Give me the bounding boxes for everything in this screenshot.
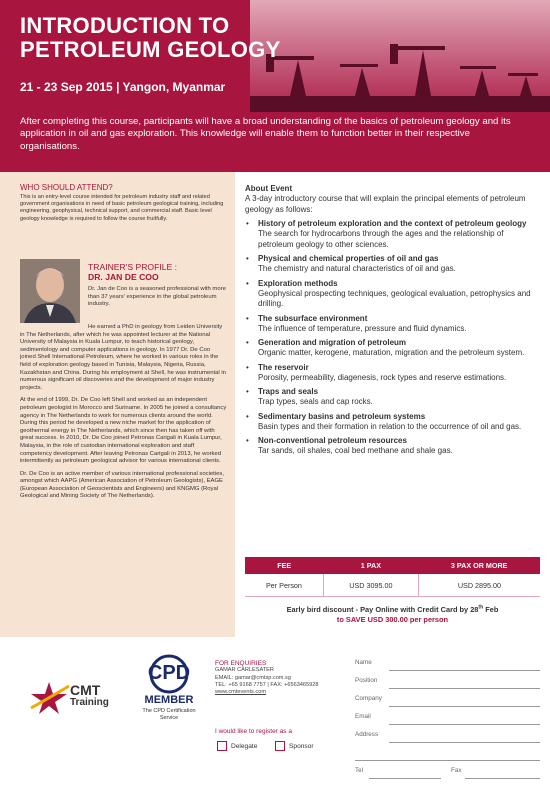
early-bird-sup: th xyxy=(478,605,484,611)
hero-banner xyxy=(0,0,550,172)
form-label: Name xyxy=(355,659,372,666)
delegate-label: Delegate xyxy=(231,742,258,750)
early-bird-text: Early bird discount - Pay Online with Credit Card by 28 xyxy=(286,605,479,615)
bio-paragraph: At the end of 1999, Dr. De Coo left Shell and worked as an independent petroleum geologist in Morocco and Suriname. In 2005 he joined a consultancy agency in The Netherlands to work for numerous clients around the world. During this period he developed a new niche market for the application of geothermal energy in The Netherlands, which since then has taken off with great success. In 2010, Dr. De Coo joined Petronas Carigali in Kuala Lumpur, Malaysia, in the role of custodian international exploration and staff competency development. After leaving Petronas Carigali in 2013, he worked intermittently as petroleum geological advisor for various international clients. xyxy=(20,397,227,465)
topic-desc: The search for hydrocarbons through the ages and the relationship of petroleum geology to other sciences. xyxy=(258,229,504,249)
topic-title: • The reservoir xyxy=(258,362,309,372)
who-heading: WHO SHOULD ATTEND? xyxy=(20,183,113,192)
address-field-2[interactable] xyxy=(355,760,540,761)
about-heading: About Event xyxy=(245,184,293,193)
topic-desc: The chemistry and natural characteristics of oil and gas. xyxy=(258,264,456,273)
topic-desc: Organic matter, kerogene, maturation, migration and the petroleum system. xyxy=(258,348,525,357)
topic-title: • The subsurface environment xyxy=(258,313,368,323)
topic-item xyxy=(245,436,537,457)
page-title: INTRODUCTION TO PETROLEUM GEOLOGY xyxy=(20,13,281,62)
form-label: Address xyxy=(355,731,379,738)
topic-desc: The influence of temperature, pressure and fluid dynamics. xyxy=(258,323,467,333)
topic-item xyxy=(245,254,537,275)
topic-title: • Physical and chemical properties of oil and gas xyxy=(258,254,439,263)
sponsor-checkbox[interactable] xyxy=(275,741,285,751)
fee-header: 1 PAX xyxy=(323,557,418,574)
enq-tel: TEL: +65 9168 7757 | FAX: +6563465928 xyxy=(215,681,319,688)
topic-desc: Basin types and their formation in relation to the occurrence of oil and gas. xyxy=(258,421,522,431)
topic-desc: Porosity, permeability, diagenesis, rock types and reserve estimations. xyxy=(258,372,507,382)
trainer-heading xyxy=(88,262,177,282)
about-intro: A 3-day introductory course that will explain the principal elements of petroleum geology as follows: xyxy=(245,194,526,214)
delegate-option[interactable] xyxy=(217,741,257,751)
fee-table xyxy=(245,557,540,597)
about-event xyxy=(245,184,537,461)
fee-header: 3 PAX OR MORE xyxy=(418,557,540,574)
fax-label: Fax xyxy=(451,767,462,774)
form-label: Email xyxy=(355,713,371,720)
sponsor-label: Sponsor xyxy=(289,742,314,750)
topic-desc: Trap types, seals and cap rocks. xyxy=(258,397,373,406)
registration-form xyxy=(355,659,540,785)
enquiries xyxy=(215,660,350,696)
form-label: Position xyxy=(355,677,378,684)
who-text: This is an entry-level course intended for petroleum industry staff and related government organisations in need of basic petroleum geological training, including engineering, geophysical, technical support, and commercial staff. Basic level geology knowledge is required to follow the course fruitfully. xyxy=(20,194,224,222)
trainer-bio-intro: Dr. Jan de Coo is a seasoned professional with more than 37 years' experience in the global petroleum industry. xyxy=(88,286,226,308)
topic-title: • History of petroleum exploration and the context of petroleum geology xyxy=(258,219,527,228)
topic-item xyxy=(245,412,537,433)
fee-cell: USD 2895.00 xyxy=(418,574,540,597)
fee-cell: USD 3095.00 xyxy=(323,574,418,597)
cpd-line1: The CPD Certification xyxy=(142,708,196,714)
trainer-photo xyxy=(20,259,80,323)
bio-paragraph: He earned a PhD in geology from Leiden University in The Netherlands, after which he was appointed lecturer at the National University of Malaysia in Kuala Lumpur, to teach historical geology, sedimentology and computer applications in geology. In 1977 Dr. De Coo joined Shell International Petroleum, where he worked in various roles in the field of exploration geology based in Tunisia, Malaysia, Nigeria, Russia, Kazakhstan and China. During his employment at Shell, he was instrumental in numerous significant oil discoveries and the development of major industry projects. xyxy=(20,324,226,391)
position-field[interactable] xyxy=(389,688,540,689)
fee-cell: Per Person xyxy=(245,574,323,597)
delegate-checkbox[interactable] xyxy=(217,741,227,751)
cpd-member: MEMBER xyxy=(144,694,194,706)
trainer-bio xyxy=(20,324,227,506)
trainer-name: DR. JAN DE COO xyxy=(88,272,159,282)
topic-title: • Sedimentary basins and petroleum systems xyxy=(258,411,426,421)
tel-label: Tel xyxy=(355,767,364,774)
cmt-name: CMT xyxy=(70,682,101,698)
topic-title: • Traps and seals xyxy=(258,387,319,396)
bio-paragraph: Dr. De Coo is an active member of various international professional societies, amongst which AAPG (American Association of Petroleum Geologists), EAGE (European Association of Geoscientists and Engineers) and KNGMG (Royal Geological and Mining Society of The Netherlands). xyxy=(20,470,224,500)
name-field[interactable] xyxy=(389,670,540,671)
topic-item xyxy=(245,387,537,408)
early-bird-note xyxy=(245,603,540,625)
save-amount: to SAVE USD 300.00 per person xyxy=(336,615,449,625)
topic-desc: Tar sands, oil shales, coal bed methane and shale gas. xyxy=(258,446,453,455)
fee-header: FEE xyxy=(245,557,323,574)
topic-item xyxy=(245,314,537,335)
topic-desc: Geophysical prospecting techniques, geological evaluation, petrophysics and drilling. xyxy=(258,288,531,308)
who-should-attend xyxy=(20,183,225,223)
enq-web-link[interactable]: www.cmtevents.com xyxy=(215,689,266,696)
event-date-location: 21 - 23 Sep 2015 | Yangon, Myanmar xyxy=(20,80,226,94)
topic-title: • Generation and migration of petroleum xyxy=(258,338,407,347)
address-field[interactable] xyxy=(389,742,540,743)
topic-item xyxy=(245,219,537,250)
cmt-wordmark xyxy=(70,683,109,708)
cpd-member-logo xyxy=(128,654,210,730)
enq-email[interactable]: EMAIL: gamar@cmtsp.com.sg xyxy=(215,674,291,681)
topic-item xyxy=(245,279,537,310)
enq-heading: FOR ENQUIRIES xyxy=(215,660,267,667)
topic-item xyxy=(245,363,537,384)
email-field[interactable] xyxy=(389,724,540,725)
cpd-line2: Service xyxy=(159,715,179,721)
tel-field[interactable] xyxy=(369,778,441,779)
company-field[interactable] xyxy=(389,706,540,707)
topic-item xyxy=(245,338,537,359)
topic-title: • Non-conventional petroleum resources xyxy=(258,436,407,445)
form-label: Company xyxy=(355,695,382,702)
topic-title: • Exploration methods xyxy=(258,278,338,288)
trainer-profile-label: TRAINER'S PROFILE : xyxy=(88,262,178,272)
cmt-sub: Training xyxy=(70,697,109,708)
intro-text: After completing this course, participants will have a broad understanding of the basics of petroleum geology and its application in oil and gas exploration. This knowledge will enable them to function better in their respective organisations. xyxy=(20,116,511,152)
cpd-big: CPD xyxy=(147,662,191,684)
enq-name: GAMAR CARLESATER xyxy=(215,667,274,674)
register-label: I would like to register as a xyxy=(215,728,292,735)
sponsor-option[interactable] xyxy=(275,741,314,751)
early-bird-month: Feb xyxy=(483,605,499,615)
fax-field[interactable] xyxy=(465,778,540,779)
